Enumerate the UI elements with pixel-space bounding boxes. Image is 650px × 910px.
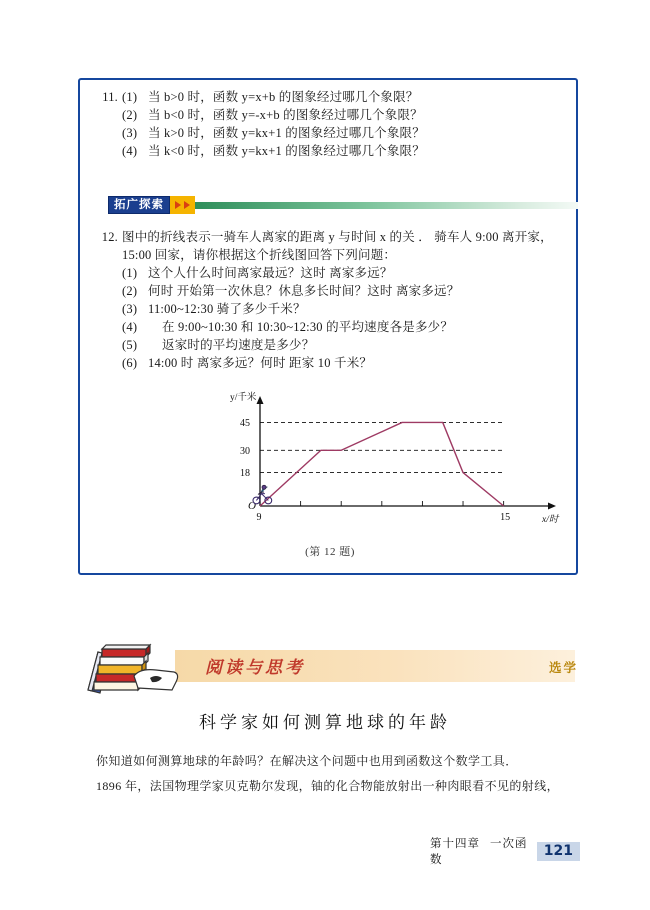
sub-label: (2)	[122, 284, 138, 298]
question-12-sub-2	[94, 282, 566, 300]
x-tick-label-15: 15	[500, 512, 511, 523]
sub-text: 11:00~12:30 骑了多少千米？	[148, 302, 306, 316]
chapter-number: 第十四章	[430, 838, 480, 850]
section-divider	[195, 202, 578, 209]
sub-text: 当 k<0 时，函数 y=kx+1 的图象经过哪几个象限？	[148, 144, 425, 158]
sub-label: (4)	[122, 144, 138, 158]
exercise-box	[78, 78, 578, 575]
exercise-content	[94, 88, 566, 567]
question-12	[94, 228, 566, 372]
footer-chapter	[430, 835, 537, 867]
y-tick-label-18: 18	[240, 468, 250, 480]
question-11-sub-3	[94, 124, 566, 142]
article-title: 科学家如何测算地球的年龄	[199, 713, 451, 733]
sub-label: (4)	[122, 320, 138, 334]
question-12-sub-6	[94, 354, 566, 372]
y-tick-label-30: 30	[240, 445, 250, 457]
sub-label: (3)	[122, 126, 138, 140]
question-12-lead-line-2	[94, 246, 566, 264]
distance-time-line-chart	[224, 388, 564, 538]
sub-text: 在 9:00~10:30 和 10:30~12:30 的平均速度各是多少？	[162, 320, 454, 334]
double-triangle-right-icon	[170, 196, 195, 214]
question-12-sub-1	[94, 264, 566, 282]
origin-label: O	[248, 500, 256, 512]
triangle-right-icon	[184, 201, 190, 209]
question-12-lead-line-1	[94, 228, 566, 246]
y-tick-label-45: 45	[240, 417, 250, 429]
triangle-right-icon	[175, 201, 181, 209]
section-header-explore	[108, 196, 578, 214]
chart-svg	[224, 388, 564, 538]
question-11	[94, 88, 566, 160]
x-tick-label-9: 9	[256, 512, 262, 523]
x-axis-label: x/时	[542, 515, 559, 525]
sub-label: (1)	[122, 90, 138, 104]
reading-section-title: 阅读与思考	[205, 658, 305, 678]
lead-text: 15:00 回家，请你根据这个折线图回答下列问题：	[122, 248, 397, 262]
question-11-sub-2	[94, 106, 566, 124]
y-axis-label: y/千米	[230, 393, 257, 403]
stacked-books-icon	[82, 638, 187, 698]
page-footer	[430, 838, 580, 866]
sub-label: (3)	[122, 302, 138, 316]
lead-text: 图中的折线表示一骑车人离家的距离 y 与时间 x 的关 ． 骑车人 9:00 离开家，	[122, 230, 553, 244]
question-12-sub-5	[94, 336, 566, 354]
sub-label: (6)	[122, 356, 138, 370]
sub-text: 14:00 时 离家多远？何时 距家 10 千米？	[148, 356, 373, 370]
sub-label: (2)	[122, 108, 138, 122]
sub-text: 这个人什么时间离家最远？这时 离家多远？	[148, 266, 393, 280]
series-line-0	[260, 422, 504, 506]
section-header-label: 拓广探索	[108, 196, 170, 214]
question-12-sub-3	[94, 300, 566, 318]
y-axis-arrow-icon	[257, 396, 264, 404]
sub-label: (1)	[122, 266, 138, 280]
question-number: 11.	[102, 90, 118, 104]
page-number: 121	[537, 842, 580, 861]
sub-text: 当 k>0 时，函数 y=kx+1 的图象经过哪几个象限？	[148, 126, 425, 140]
question-12-sub-4	[94, 318, 566, 336]
question-number: 12.	[101, 230, 118, 244]
sub-label: (5)	[122, 338, 138, 352]
article-paragraph-1: 你知道如何测算地球的年龄吗？在解决这个问题中也用到函数这个数学工具．	[96, 754, 518, 768]
question-11-sub-1	[94, 88, 566, 106]
article-paragraph-2: 1896 年，法国物理学家贝克勒尔发现，铀的化合物能放射出一种肉眼看不见的射线，	[96, 779, 560, 793]
sub-text: 当 b>0 时，函数 y=x+b 的图象经过哪几个象限？	[148, 90, 419, 104]
sub-text: 当 b<0 时，函数 y=-x+b 的图象经过哪几个象限？	[148, 108, 423, 122]
chapter-name: 一次函数	[430, 838, 528, 866]
sub-text: 返家时的平均速度是多少？	[162, 338, 315, 352]
optional-tag: 选学	[548, 661, 578, 675]
question-11-sub-4	[94, 142, 566, 160]
figure-caption: (第 12 题)	[305, 546, 355, 558]
x-axis-arrow-icon	[548, 503, 556, 510]
sub-text: 何时 开始第一次休息？休息多长时间？这时 离家多远？	[148, 284, 460, 298]
